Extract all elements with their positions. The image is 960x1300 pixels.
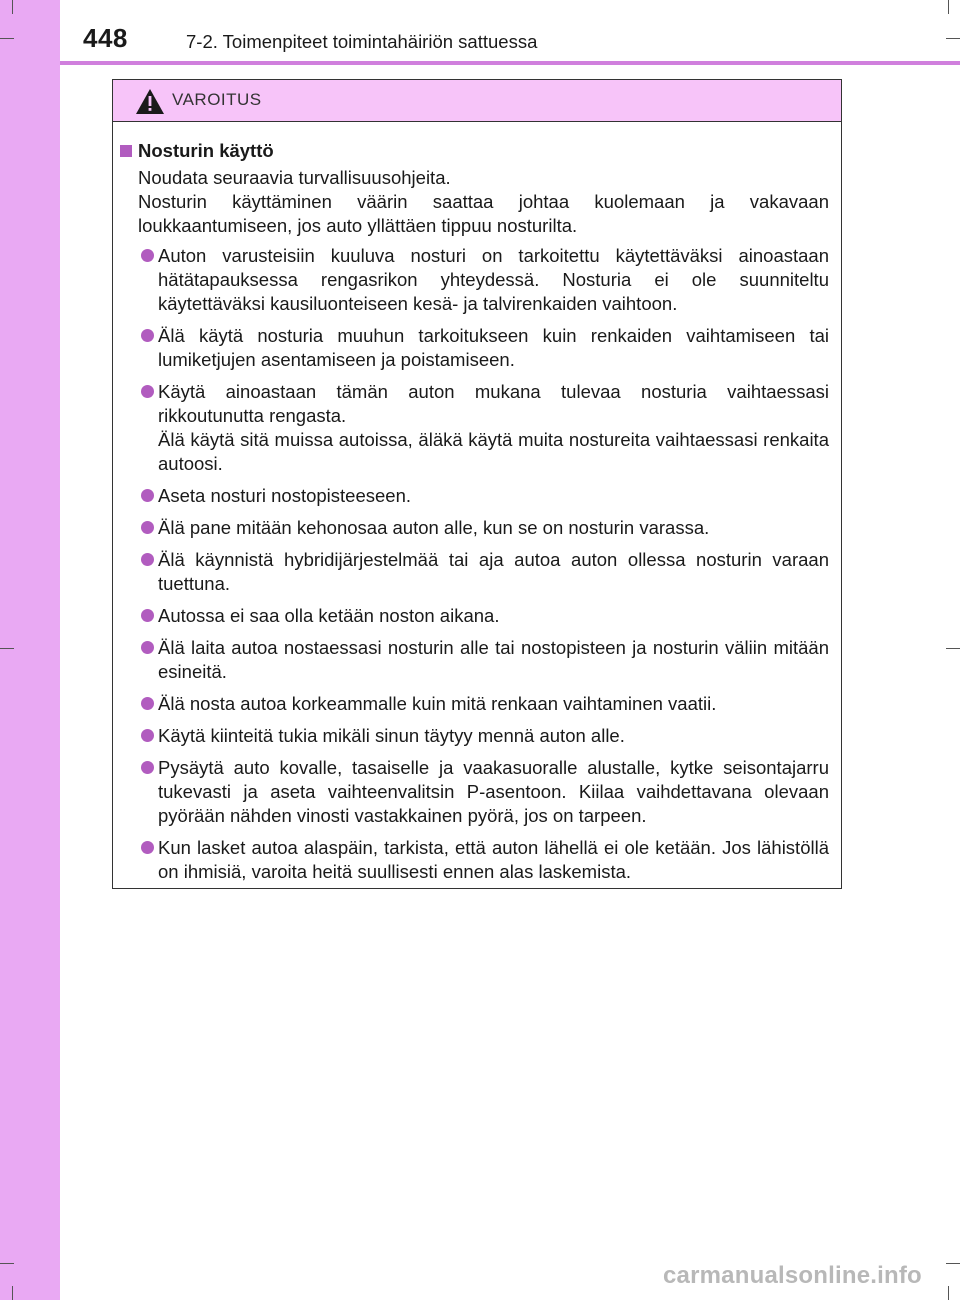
bullet-dot-icon: [141, 329, 154, 342]
list-item-text: Auton varusteisiin kuuluva nosturi on tarkoitettu käytettäväksi ainoastaan hätätapauksessa rengasrikon yhteydessä. Nosturia ei ole suunniteltu käytettäväksi kausiluonteiseen kesä- ja talvirenkaiden vaihtoon.: [158, 245, 829, 314]
bullet-dot-icon: [141, 761, 154, 774]
bullet-dot-icon: [141, 489, 154, 502]
bullet-dot-icon: [141, 697, 154, 710]
list-item-text: Älä käynnistä hybridijärjestelmää tai aja autoa auton ollessa nosturin varaan tuettuna.: [158, 549, 829, 594]
bullet-dot-icon: [141, 249, 154, 262]
intro-line: Noudata seuraavia turvallisuusohjeita.: [138, 167, 451, 188]
warning-box: [112, 79, 842, 889]
list-item: [120, 324, 829, 372]
list-item: [120, 836, 829, 884]
subheading-text: Nosturin käyttö: [138, 140, 274, 161]
list-item: [120, 244, 829, 316]
crop-mark: [0, 38, 14, 39]
bullet-dot-icon: [141, 609, 154, 622]
list-item: [120, 380, 829, 476]
crop-mark: [0, 648, 14, 649]
list-item: [120, 516, 829, 540]
header-divider: [60, 61, 960, 65]
list-item-text: Kun lasket autoa alaspäin, tarkista, että auton lähellä ei ole ketään. Jos lähistöllä on ihmisiä, varoita heitä suullisesti ennen alas laskemista.: [158, 837, 829, 882]
list-item-text: Autossa ei saa olla ketään noston aikana.: [158, 605, 500, 626]
crop-mark: [948, 0, 949, 14]
crop-mark: [946, 1263, 960, 1264]
crop-mark: [948, 1286, 949, 1300]
crop-mark: [946, 38, 960, 39]
instruction-list: [120, 244, 829, 884]
warning-body: [113, 122, 841, 884]
bullet-dot-icon: [141, 641, 154, 654]
bullet-dot-icon: [141, 553, 154, 566]
list-item-text: Älä käytä sitä muissa autoissa, äläkä käytä muita nostureita vaihtaessasi renkaita autoosi.: [158, 429, 829, 474]
crop-mark: [12, 0, 13, 14]
bullet-dot-icon: [141, 841, 154, 854]
subheading: [120, 140, 829, 162]
square-bullet-icon: [120, 145, 132, 157]
intro-line: Nosturin käyttäminen väärin saattaa johtaa kuolemaan ja vakavaan loukkaantumiseen, jos auto yllättäen tippuu nosturilta.: [138, 191, 829, 236]
list-item: [120, 724, 829, 748]
list-item-text: Käytä ainoastaan tämän auton mukana tulevaa nosturia vaihtaessasi rikkoutunutta rengasta.: [158, 381, 829, 426]
watermark-link[interactable]: carmanualsonline.info: [663, 1262, 922, 1289]
list-item: [120, 604, 829, 628]
list-item: [120, 692, 829, 716]
list-item-text: Älä pane mitään kehonosaa auton alle, kun se on nosturin varassa.: [158, 517, 710, 538]
list-item: [120, 756, 829, 828]
bullet-dot-icon: [141, 521, 154, 534]
warning-label: VAROITUS: [172, 90, 262, 109]
list-item-text: Aseta nosturi nostopisteeseen.: [158, 485, 411, 506]
crop-mark: [946, 648, 960, 649]
side-color-band: [0, 0, 60, 1300]
warning-triangle-icon: [135, 88, 165, 115]
page-number: 448: [83, 23, 128, 53]
list-item: [120, 548, 829, 596]
list-item: [120, 636, 829, 684]
list-item: [120, 484, 829, 508]
intro-text: [138, 166, 829, 238]
bullet-dot-icon: [141, 729, 154, 742]
warning-header: [113, 80, 841, 122]
bullet-dot-icon: [141, 385, 154, 398]
list-item-text: Älä laita autoa nostaessasi nosturin alle tai nostopisteen ja nosturin väliin mitään esineitä.: [158, 637, 829, 682]
crop-mark: [0, 1263, 14, 1264]
section-title: 7-2. Toimenpiteet toimintahäiriön sattuessa: [186, 31, 538, 52]
list-item-text: Älä käytä nosturia muuhun tarkoitukseen kuin renkaiden vaihtamiseen tai lumiketjujen asentamiseen ja poistamiseen.: [158, 325, 829, 370]
crop-mark: [12, 1286, 13, 1300]
list-item-text: Pysäytä auto kovalle, tasaiselle ja vaakasuoralle alustalle, kytke seisontajarru tukevasti ja aseta vaihteenvalitsin P-asentoon. Kiilaa vaihdettavana olevaan pyörään nähden vinosti vastakkainen pyörä, jos on tarpeen.: [158, 757, 829, 826]
list-item-text: Älä nosta autoa korkeammalle kuin mitä renkaan vaihtaminen vaatii.: [158, 693, 717, 714]
list-item-text: Käytä kiinteitä tukia mikäli sinun täytyy mennä auton alle.: [158, 725, 625, 746]
